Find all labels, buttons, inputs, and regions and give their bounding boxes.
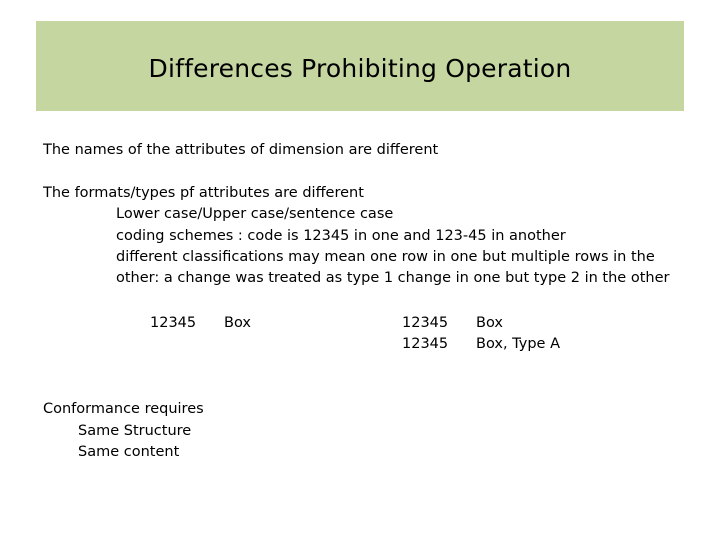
sub-point-classifications-2: other: a change was treated as type 1 change in one but type 2 in the other	[116, 270, 670, 286]
conformance-heading: Conformance requires	[43, 401, 204, 417]
sub-point-classifications-1: different classifications may mean one row in one but multiple rows in the	[116, 249, 655, 265]
slide-title: Differences Prohibiting Operation	[148, 53, 572, 83]
point-attribute-formats: The formats/types pf attributes are different	[43, 185, 364, 201]
title-band	[36, 21, 684, 111]
example-right-code-1: 12345	[402, 315, 449, 331]
example-left-label: Box	[224, 315, 251, 331]
sub-point-case: Lower case/Upper case/sentence case	[116, 206, 394, 222]
example-right-label-1: Box	[476, 315, 503, 331]
example-right-label-2: Box, Type A	[476, 336, 561, 352]
conformance-item-structure: Same Structure	[78, 423, 192, 439]
sub-point-coding-schemes: coding schemes : code is 12345 in one and 123-45 in another	[116, 228, 566, 244]
point-attribute-names: The names of the attributes of dimension are different	[43, 142, 439, 158]
example-right-code-2: 12345	[402, 336, 449, 352]
example-left-code: 12345	[150, 315, 197, 331]
conformance-item-content: Same content	[78, 444, 180, 460]
